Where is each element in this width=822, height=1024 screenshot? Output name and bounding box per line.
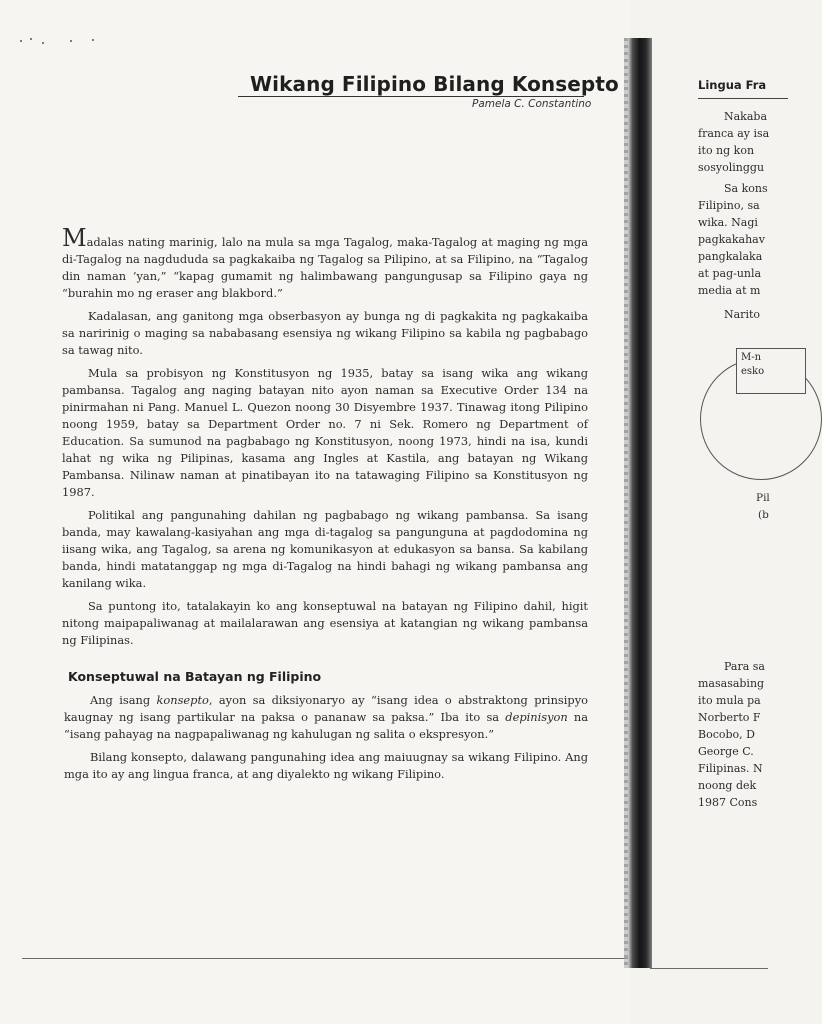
speck <box>92 39 94 41</box>
term-depinisyon: depinisyon <box>505 710 568 724</box>
section-heading: Konseptuwal na Batayan ng Filipino <box>68 669 322 684</box>
speck <box>20 40 22 42</box>
right-text-line: sosyolinggu <box>698 161 765 174</box>
right-text-line: pangkalaka <box>698 250 763 263</box>
right-text-line: Bocobo, D <box>698 728 755 741</box>
right-text-line: franca ay isa <box>698 127 770 140</box>
diagram-label: (b <box>758 509 769 521</box>
page-bottom-rule <box>22 958 630 959</box>
right-text-line: ito mula pa <box>698 694 761 707</box>
definition-text-start: Ang isang <box>90 693 157 707</box>
right-text-line: Sa kons <box>724 182 768 195</box>
diagram-box <box>736 348 806 394</box>
right-text-line: Narito <box>724 308 761 321</box>
right-text-line: pagkakahav <box>698 233 765 246</box>
right-page <box>652 0 768 1024</box>
right-text-line: Norberto F <box>698 711 761 724</box>
right-text-line: media at m <box>698 284 761 297</box>
right-text-line: wika. Nagi <box>698 216 758 229</box>
book-spine-shadow <box>628 38 654 968</box>
right-text-line: at pag-unla <box>698 267 762 280</box>
right-text-line: Filipinas. N <box>698 762 763 775</box>
body-paragraph: Kadalasan, ang ganitong mga obserbasyon ay bunga ng di pagkakita ng pagkakaiba sa naririnig o maging sa nababasang esensiya ng wikang Filipino sa kabila ng pagbabago sa tawag nito. <box>62 309 588 357</box>
definition-text-mid: , ayon sa diksiyonaryo ay “isang idea o abstraktong prinsipyo kaugnay ng isang partikular na paksa o pananaw sa paksa.” Iba ito sa <box>64 693 588 724</box>
diagram-box-line: M-n <box>741 352 762 363</box>
page-title: Wikang Filipino Bilang Konsepto <box>250 72 619 96</box>
speck <box>70 40 72 42</box>
right-section-heading: Lingua Fra <box>698 78 767 92</box>
right-text-line: Filipino, sa <box>698 199 760 212</box>
definition-paragraph <box>64 692 588 743</box>
diagram-box-line: esko <box>741 366 765 377</box>
diagram-label: Pil <box>756 492 770 504</box>
right-text-line: noong dek <box>698 779 757 792</box>
speck <box>30 38 32 40</box>
term-konsepto: konsepto <box>156 693 209 707</box>
closing-paragraph: Bilang konsepto, dalawang pangunahing idea ang maiuugnay sa wikang Filipino. Ang mga ito ay ang lingua franca, at ang diyalekto ng wikang Filipino. <box>64 750 588 781</box>
intro-text: adalas nating marinig, lalo na mula sa mga Tagalog, maka-Tagalog at maging ng mga di-Tagalog na nagdududa sa pagkakaiba ng Tagalog sa Pilipino, at sa Filipino, na “Tagalog din naman ’yan,” “kapag gumamit ng halimbawang pangungusap sa Filipino gaya ng “burahin mo ng eraser ang blakbord.” <box>62 235 588 300</box>
right-text-line: ito ng kon <box>698 144 755 157</box>
title-underline <box>238 96 584 97</box>
body-paragraph: Mula sa probisyon ng Konstitusyon ng 1935, batay sa isang wika ang wikang pambansa. Tagalog ang naging batayan nito ayon naman sa Executive Order 134 na pinirmahan ni Pang. Manuel L. Quezon noong 30 Disyembre 1937. Tinawag itong Pilipino noong 1959, batay sa Department Order no. 7 ni Sek. Romero ng Department of Education. Sa sumunod na pagbabago ng Konstitusyon, noong 1973, hindi na isa, kundi lahat ng wika ng Pilipinas, kasama ang Ingles at Kastila, ang batayan ng Wikang Pambansa. Nilinaw naman at pinatibayan ito na tatawaging Filipino sa Konstitusyon ng 1987. <box>62 366 588 499</box>
section-body <box>64 692 588 783</box>
right-text-line: George C. <box>698 745 754 758</box>
body-paragraph: Politikal ang pangunahing dahilan ng pagbabago ng wikang pambansa. Sa isang banda, may kawalang-kasiyahan ang mga di-tagalog sa pangunguna at pagdodomina ng iisang wika, ang Tagalog, sa arena ng komunikasyon at edukasyon sa bansa. Sa kabilang banda, hindi matatanggap ng mga di-Tagalog na hindi bahagi ng wikang pambansa ang kanilang wika. <box>62 508 588 590</box>
right-text-line: Para sa <box>724 660 765 673</box>
right-text-line: masasabing <box>698 677 765 690</box>
drop-cap: M <box>62 224 87 252</box>
definition-text-end: na “isang pahayag na nagpapaliwanag ng kahulugan ng salita o ekspresyon.” <box>64 710 589 741</box>
right-text-line: Nakaba <box>724 110 768 123</box>
intro-paragraph <box>62 224 588 302</box>
speck <box>42 42 44 44</box>
right-heading-rule <box>698 98 788 99</box>
body-paragraph: Sa puntong ito, tatalakayin ko ang konseptuwal na batayan ng Filipino dahil, higit nitong maipapaliwanag at mailalarawan ang esensiya at katangian ng wikang pambansa ng Filipinas. <box>62 599 588 647</box>
author-name: Pamela C. Constantino <box>472 98 592 110</box>
intro-body <box>62 224 588 649</box>
right-text-line: 1987 Cons <box>698 796 758 809</box>
right-page-bottom-rule <box>650 968 768 969</box>
